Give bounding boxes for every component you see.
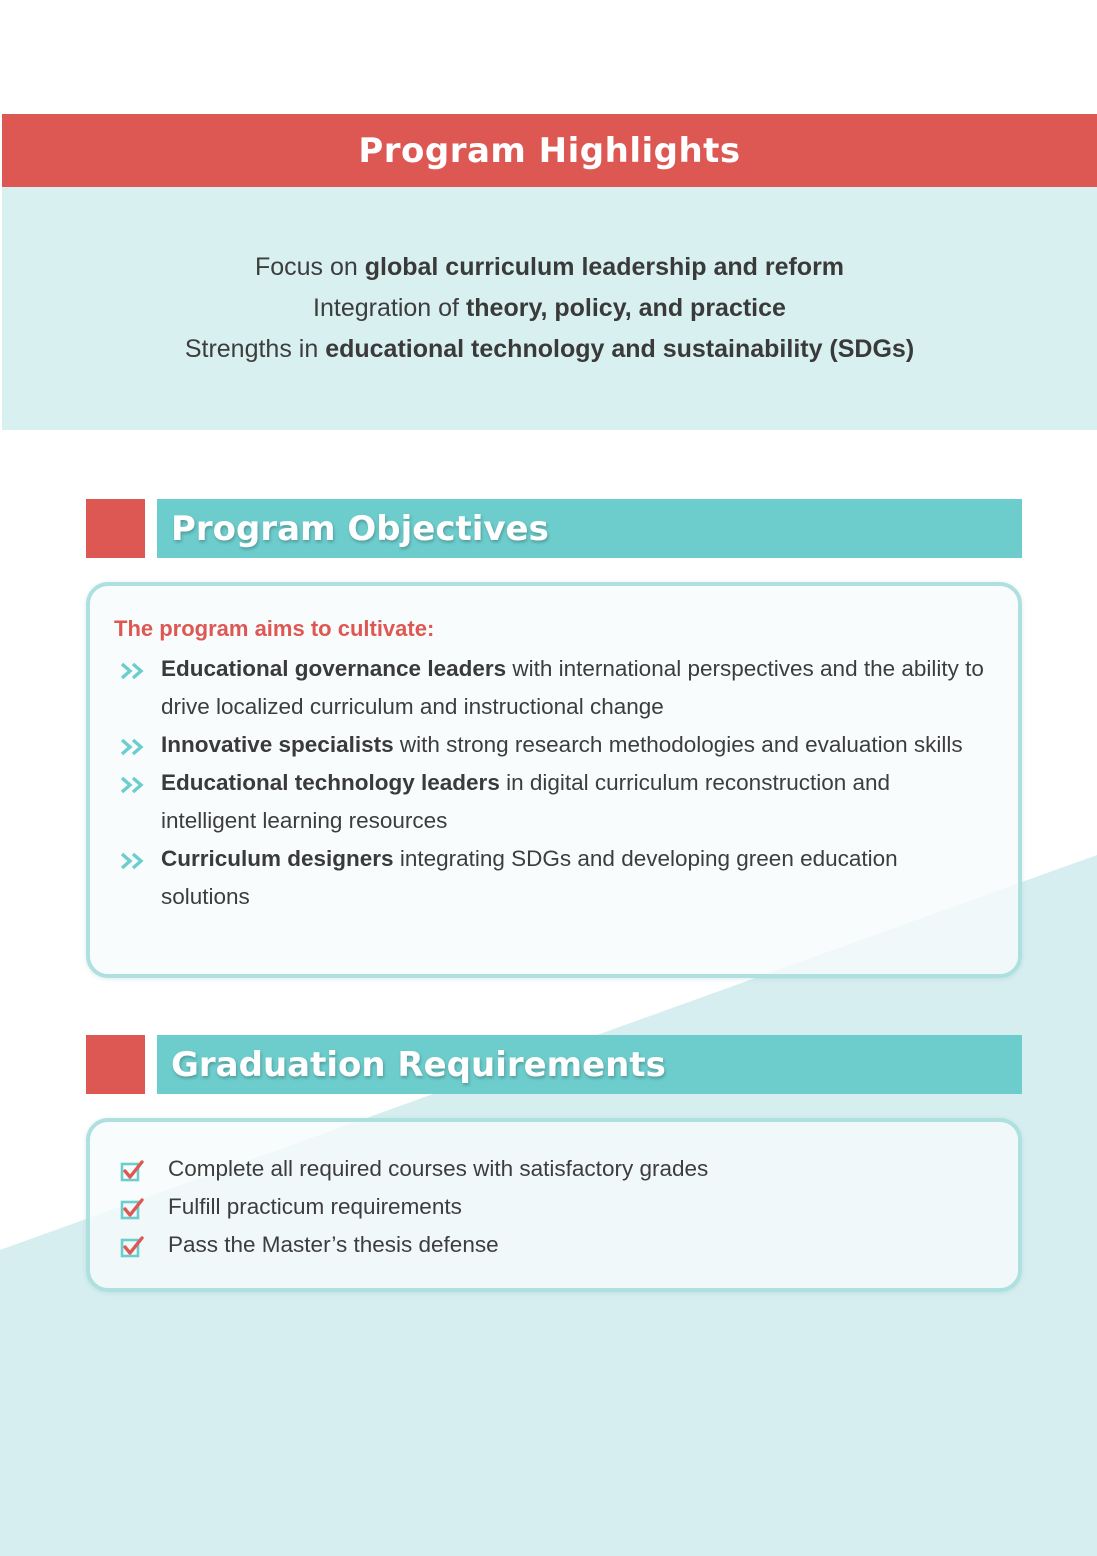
requirements-card	[86, 1118, 1022, 1292]
double-chevron-right-icon	[120, 852, 148, 870]
checkbox-checked-icon	[120, 1235, 146, 1259]
checkbox-checked-icon	[120, 1197, 146, 1221]
list-item: Educational governance leaders with international perspectives and the ability to drive localized curriculum and instructional change	[120, 650, 990, 726]
requirements-title: Graduation Requirements	[171, 1044, 666, 1085]
section-marker	[86, 1035, 145, 1094]
double-chevron-right-icon	[120, 738, 148, 756]
checkbox-checked-icon	[120, 1159, 146, 1183]
highlights-title: Program Highlights	[358, 130, 741, 171]
highlight-line: Strengths in educational technology and sustainability (SDGs)	[184, 335, 915, 363]
double-chevron-right-icon	[120, 776, 148, 794]
section-marker	[86, 499, 145, 558]
list-item: Complete all required courses with satisfactory grades	[120, 1150, 708, 1188]
double-chevron-right-icon	[120, 662, 148, 680]
requirements-list	[120, 1150, 708, 1264]
highlight-line: Focus on global curriculum leadership and reform	[254, 253, 845, 281]
objectives-header	[86, 499, 1022, 558]
highlight-line: Integration of theory, policy, and practice	[313, 294, 786, 322]
list-item: Curriculum designers integrating SDGs and developing green education solutions	[120, 840, 990, 916]
objectives-card	[86, 582, 1022, 978]
objectives-list	[120, 650, 990, 916]
list-item: Pass the Master’s thesis defense	[120, 1226, 708, 1264]
requirements-header	[86, 1035, 1022, 1094]
highlights-banner	[2, 114, 1097, 187]
list-item: Innovative specialists with strong research methodologies and evaluation skills	[120, 726, 990, 764]
objectives-intro: The program aims to cultivate:	[114, 616, 435, 641]
list-item: Educational technology leaders in digital curriculum reconstruction and intelligent learning resources	[120, 764, 990, 840]
highlights-panel	[2, 187, 1097, 430]
list-item: Fulfill practicum requirements	[120, 1188, 708, 1226]
objectives-title: Program Objectives	[171, 508, 549, 549]
